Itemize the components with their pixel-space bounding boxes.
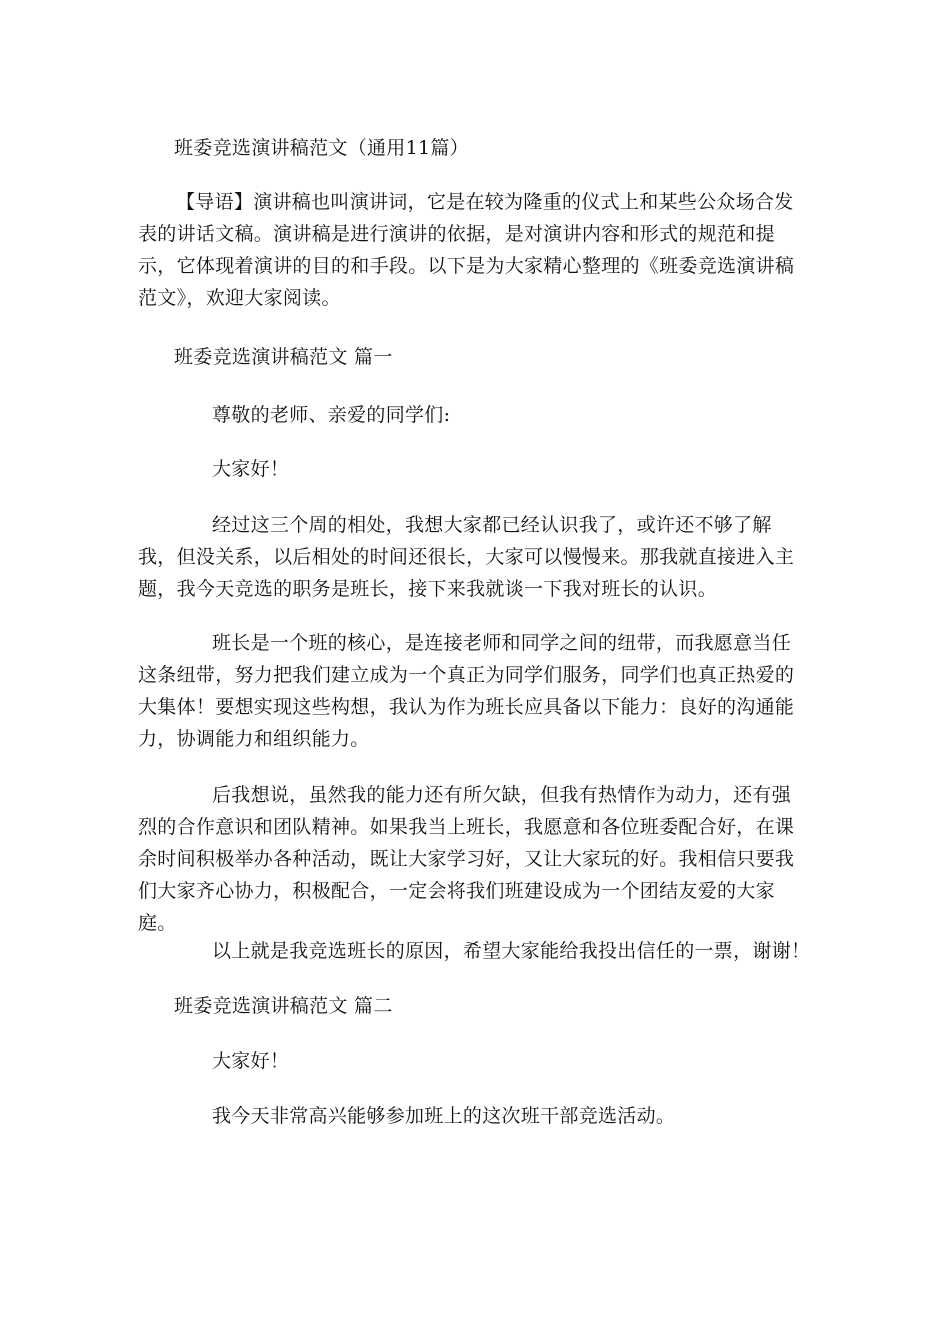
intro-paragraph: 【导语】演讲稿也叫演讲词，它是在较为隆重的仪式上和某些公众场合发表的讲话文稿。演讲稿是进行演讲的依据，是对演讲内容和形式的规范和提示，它体现着演讲的目的和手段。以下是为大家精心整理的《班委竞选演讲稿范文》，欢迎大家阅读。 — [138, 191, 795, 309]
section1-paragraph-3: 后我想说，虽然我的能力还有所欠缺，但我有热情作为动力，还有强烈的合作意识和团队精神。如果我当上班长，我愿意和各位班委配合好，在课余时间积极举办各种活动，既让大家学习好，又让大家玩的好。我相信只要我们大家齐心协力，积极配合，一定会将我们班建设成为一个团结友爱的大家庭。 — [138, 784, 795, 934]
greeting-hello-2: 大家好！ — [212, 1050, 290, 1072]
section1-paragraph-4: 以上就是我竞选班长的原因，希望大家能给我投出信任的一票，谢谢！ — [212, 940, 811, 962]
section1-paragraph-2: 班长是一个班的核心，是连接老师和同学之间的纽带，而我愿意当任这条纽带，努力把我们建立成为一个真正为同学们服务，同学们也真正热爱的大集体！要想实现这些构想，我认为作为班长应具备以下能力：良好的沟通能力，协调能力和组织能力。 — [138, 632, 795, 750]
section1-paragraph-1: 经过这三个周的相处，我想大家都已经认识我了，或许还不够了解我，但没关系，以后相处的时间还很长，大家可以慢慢来。那我就直接进入主题，我今天竞选的职务是班长，接下来我就谈一下我对班长的认识。 — [138, 514, 795, 600]
section-heading-1: 班委竞选演讲稿范文 篇一 — [174, 346, 393, 368]
section-heading-2: 班委竞选演讲稿范文 篇二 — [174, 995, 393, 1017]
greeting-hello-1: 大家好！ — [212, 458, 290, 480]
document-title: 班委竞选演讲稿范文（通用11篇） — [174, 137, 469, 159]
section2-paragraph-1: 我今天非常高兴能够参加班上的这次班干部竞选活动。 — [212, 1105, 676, 1127]
greeting-salutation: 尊敬的老师、亲爱的同学们: — [212, 404, 451, 426]
